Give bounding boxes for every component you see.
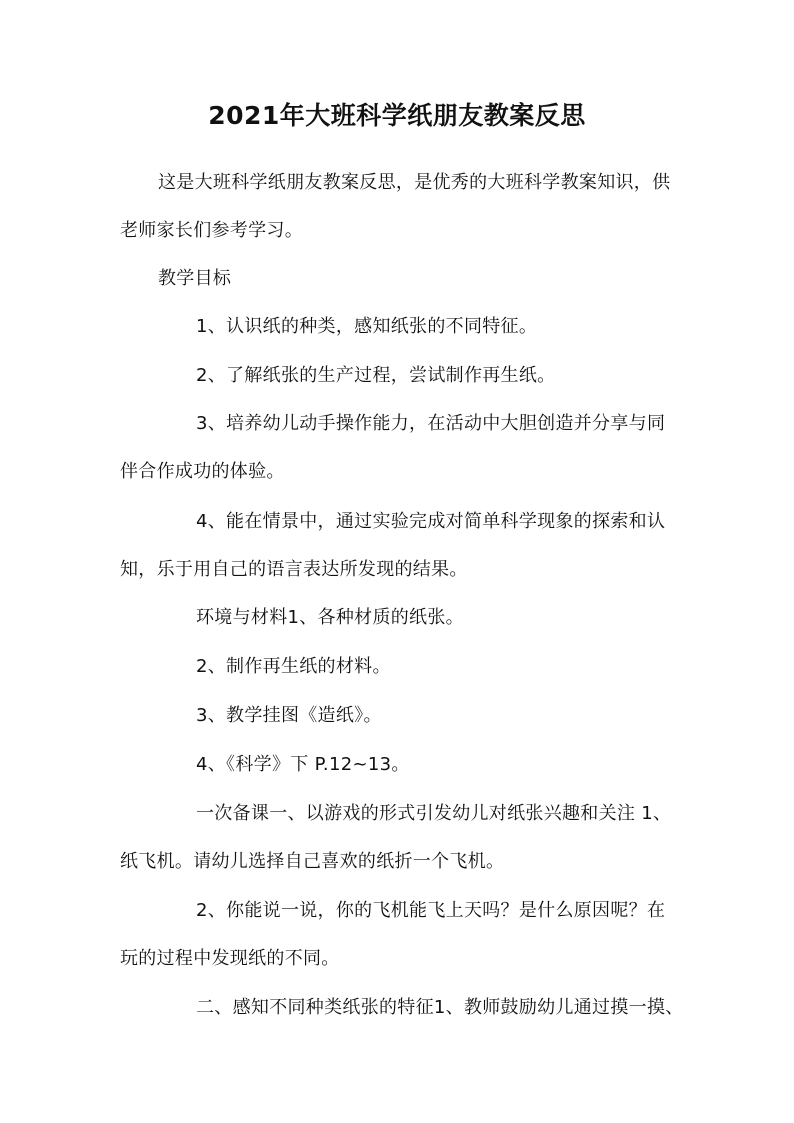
paragraph-line: 知，乐于用自己的语言表达所发现的结果。 <box>120 559 468 580</box>
paragraph-line: 4、能在情景中，通过实验完成对简单科学现象的探索和认 <box>196 511 666 532</box>
document-title: 2021年大班科学纸朋友教案反思 <box>208 101 586 130</box>
paragraph-line: 3、培养幼儿动手操作能力，在活动中大胆创造并分享与同 <box>196 413 666 434</box>
paragraph-line: 3、教学挂图《造纸》。 <box>196 705 382 726</box>
paragraph-line: 2、了解纸张的生产过程，尝试制作再生纸。 <box>196 365 556 386</box>
paragraph-line: 伴合作成功的体验。 <box>120 461 285 482</box>
paragraph-line: 老师家长们参考学习。 <box>120 220 303 241</box>
paragraph-line: 这是大班科学纸朋友教案反思，是优秀的大班科学教案知识，供 <box>158 172 671 193</box>
paragraph-line: 2、制作再生纸的材料。 <box>196 656 391 677</box>
paragraph-line: 纸飞机。请幼儿选择自己喜欢的纸折一个飞机。 <box>120 851 505 872</box>
paragraph-line: 环境与材料1、各种材质的纸张。 <box>196 607 464 628</box>
paragraph-line: 玩的过程中发现纸的不同。 <box>120 948 340 969</box>
section-heading: 教学目标 <box>158 268 232 289</box>
paragraph-line: 一次备课一、以游戏的形式引发幼儿对纸张兴趣和关注 1、 <box>196 803 672 824</box>
paragraph-line: 二、感知不同种类纸张的特征1、教师鼓励幼儿通过摸一摸、 <box>196 997 684 1018</box>
paragraph-line: 2、你能说一说，你的飞机能飞上天吗？是什么原因呢？在 <box>196 900 666 921</box>
paragraph-line: 4、《科学》下 P.12~13。 <box>196 754 410 775</box>
paragraph-line: 1、认识纸的种类，感知纸张的不同特征。 <box>196 316 538 337</box>
